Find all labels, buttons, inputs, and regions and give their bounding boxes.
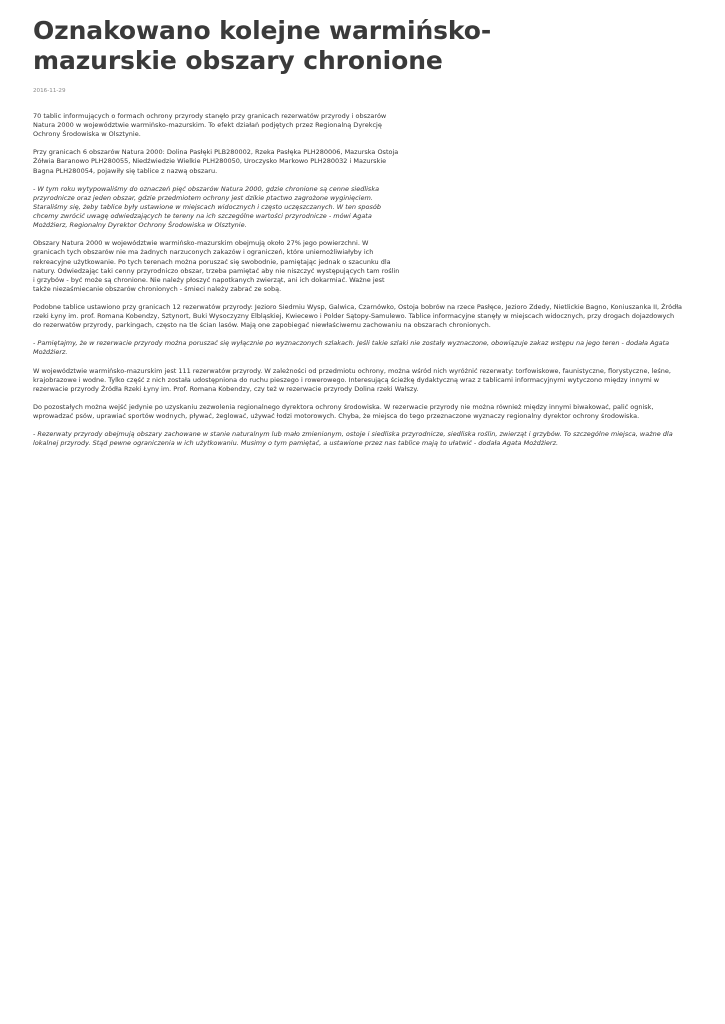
article-title: Oznakowano kolejne warmińsko-mazurskie obszary chronione: [33, 16, 492, 75]
article-quote: - W tym roku wytypowaliśmy do oznaczeń pięć obszarów Natura 2000, gdzie chronione są cenne siedliska przyrodnicze oraz jeden obszar, gdzie przedmiotem ochrony jest dzikie ptactwo zagrożone wyginięciem. Staraliśmy się, żeby tablice były ustawione w miejscach widocznych i często uczęszczanych. W ten sposób chcemy zwrócić uwagę odwiedzających te tereny na ich szczególne wartości przyrodnicze - mówi Agata Możdżierz, Regionalny Dyrektor Ochrony Środowiska w Olsztynie.: [33, 184, 381, 230]
article-paragraph: Obszary Natura 2000 w województwie warmińsko-mazurskim obejmują około 27% jego powierzchni. W granicach tych obszarów nie ma żadnych narzuconych zakazów i ograniczeń, które uniemożliwiałyby ich rekreacyjne użytkowanie. Po tych terenach można poruszać się swobodnie, pamiętając jednak o szacunku dla natury. Odwiedzając taki cenny przyrodniczo obszar, trzeba pamiętać aby nie niszczyć występujących tam roślin i grzybów - być może są chronione. Nie należy płoszyć napotkanych zwierząt, ani ich dokarmiać. Ważne jest także niezaśmiecanie obszarów chronionych - śmieci należy zabrać ze sobą.: [33, 239, 400, 293]
article-paragraph: Przy granicach 6 obszarów Natura 2000: Dolina Pasłęki PLB280002, Rzeka Pasłęka PLH280006, Mazurska Ostoja Żółwia Baranowo PLH280055, Niedźwiedzie Wielkie PLH280050, Uroczysko Markowo PLH280032 i Mazurskie Bagna PLH280054, pojawiły się tablice z nazwą obszaru.: [33, 148, 399, 175]
article-body: [33, 112, 683, 448]
article-paragraph: Podobne tablice ustawiono przy granicach 12 rezerwatów przyrody: Jezioro Siedmiu Wysp, Galwica, Czarnówko, Ostoja bobrów na rzece Pasłęce, Jezioro Zdedy, Nietlickie Bagno, Koniuszanka II, Źródła rzeki Łyny im. prof. Romana Kobendzy, Sztynort, Buki Wysoczyzny Elbląskiej, Kwiecewo i Polder Sątopy-Samulewo. Tablice informacyjne stanęły w miejscach widocznych, przy drogach dojazdowych do rezerwatów przyrody, parkingach, często na tle ścian lasów. Mają one zapobiegać niewłaściwemu zachowaniu na obszarach chronionych.: [33, 302, 683, 330]
article-quote: - Rezerwaty przyrody obejmują obszary zachowane w stanie naturalnym lub mało zmienionym, ostoje i siedliska przyrodnicze, siedliska roślin, zwierząt i grzybów. To szczególne miejsca, ważne dla lokalnej przyrody. Stąd pewne ograniczenia w ich użytkowaniu. Musimy o tym pamiętać, a ustawione przez nas tablice mają to ułatwić - dodała Agata Możdżierz.: [33, 430, 673, 448]
article-paragraph: Do pozostałych można wejść jedynie po uzyskaniu zezwolenia regionalnego dyrektora ochrony środowiska. W rezerwacie przyrody nie można również między innymi biwakować, palić ognisk, wprowadzać psów, uprawiać sportów wodnych, pływać, żeglować, używać łodzi motorowych. Chyba, że miejsca do tego przeznaczone wyznaczy regionalny dyrektor ochrony środowiska.: [33, 403, 654, 421]
article-quote: - Pamiętajmy, że w rezerwacie przyrody można poruszać się wyłącznie po wyznaczonych szlakach. Jeśli takie szlaki nie zostały wyznaczone, obowiązuje zakaz wstępu na jego teren - dodała Agata Możdżierz.: [33, 339, 670, 357]
article-date: 2016-11-29: [33, 88, 66, 94]
article-paragraph: W województwie warmińsko-mazurskim jest 111 rezerwatów przyrody. W zależności od przedmiotu ochrony, można wśród nich wyróżnić rezerwaty: torfowiskowe, faunistyczne, florystyczne, leśne, krajobrazowe i wodne. Tylko część z nich została udostępniona do ruchu pieszego i rowerowego. Interesującą ścieżkę dydaktyczną wraz z tablicami informacyjnymi wytyczono między innymi w rezerwacie przyrody Źródła Rzeki Łyny im. Prof. Romana Kobendzy, czy też w rezerwacie przyrody Dolina rzeki Wałszy.: [33, 366, 671, 393]
article-paragraph: 70 tablic informujących o formach ochrony przyrody stanęło przy granicach rezerwatów przyrody i obszarów Natura 2000 w województwie warmińsko-mazurskim. To efekt działań podjętych przez Regionalną Dyrekcję Ochrony Środowiska w Olsztynie.: [33, 112, 387, 139]
article: [33, 16, 683, 458]
